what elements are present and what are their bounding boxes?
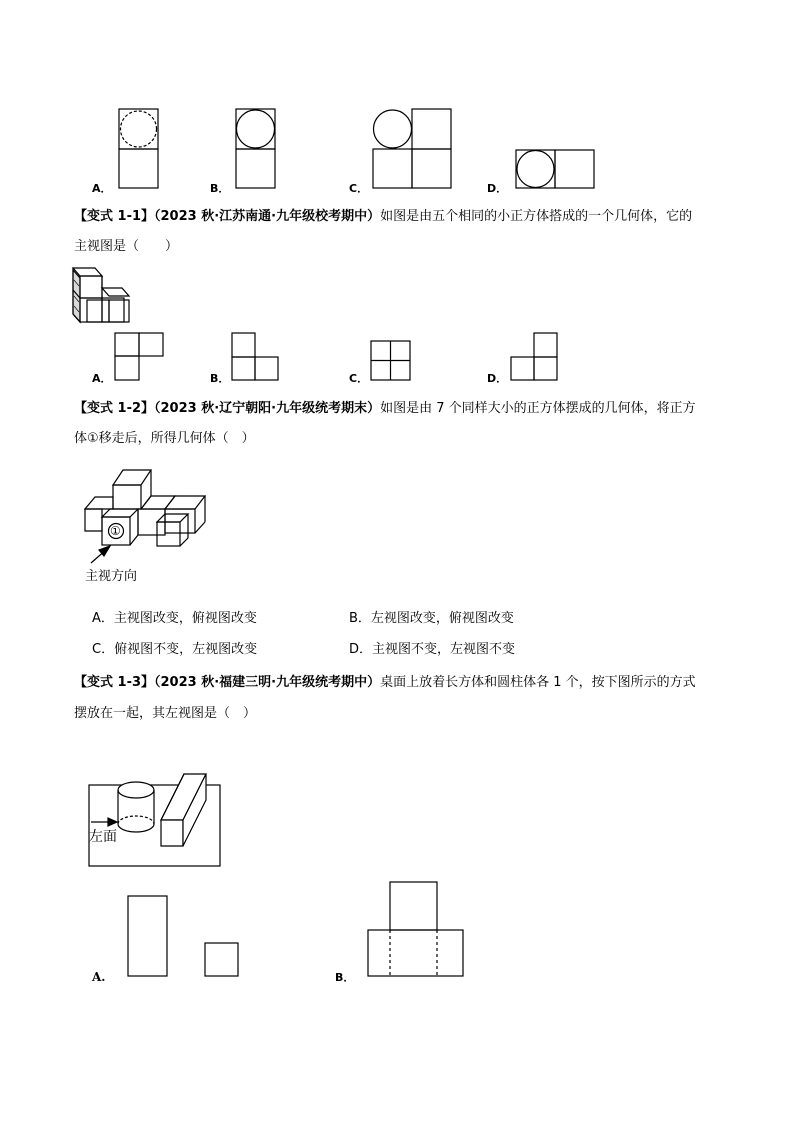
option-c-label: C． bbox=[349, 182, 369, 195]
q1-1-line2: 主视图是（ ） bbox=[74, 239, 179, 254]
q1-1-option-b-label: B． bbox=[210, 372, 230, 385]
q1-2-choice-d[interactable]: D．主视图不变，左视图不变 bbox=[349, 642, 516, 657]
q1-3-option-b-label: B． bbox=[335, 971, 355, 984]
option-b-label: B． bbox=[210, 182, 230, 195]
q1-3-line2: 摆放在一起，其左视图是（ ） bbox=[74, 706, 257, 721]
q1-2-direction-label: 主视方向 bbox=[85, 569, 138, 584]
q1-2-text: 如图是由 7 个同样大小的正方体摆成的几何体，将正方 bbox=[380, 401, 696, 416]
q1-2-source: （2023 秋·辽宁朝阳·九年级统考期末） bbox=[154, 401, 381, 416]
q1-3-source: （2023 秋·福建三明·九年级统考期中） bbox=[154, 675, 381, 690]
q1-3-text: 桌面上放着长方体和圆柱体各 1 个，按下图所示的方式 bbox=[380, 675, 696, 690]
q1-3-option-b-figure bbox=[0, 0, 1, 1]
option-d-label: D． bbox=[487, 182, 508, 195]
q1-1-option-a-label: A． bbox=[92, 372, 112, 385]
q1-3-left-face-label: 左面 bbox=[89, 829, 117, 845]
q1-2-choice-c[interactable]: C．俯视图不变，左视图改变 bbox=[92, 642, 258, 657]
q1-2-choice-a[interactable]: A．主视图改变，俯视图改变 bbox=[92, 611, 257, 626]
q1-1-option-c-label: C． bbox=[349, 372, 369, 385]
q1-1-tag: 【变式 1-1】 bbox=[74, 209, 155, 224]
q1-1-text: 如图是由五个相同的小正方体搭成的一个几何体，它的 bbox=[380, 209, 693, 224]
q1-1-line1 bbox=[74, 208, 692, 226]
q1-2-tag: 【变式 1-2】 bbox=[74, 401, 155, 416]
q1-1-option-d-label: D． bbox=[487, 372, 508, 385]
q1-3-tag: 【变式 1-3】 bbox=[74, 675, 155, 690]
q1-2-line2: 体①移走后，所得几何体（ ） bbox=[74, 431, 255, 446]
q1-2-choice-b[interactable]: B．左视图改变，俯视图改变 bbox=[349, 611, 514, 626]
q1-2-line1 bbox=[74, 400, 696, 418]
q1-3-line1 bbox=[74, 674, 696, 692]
q1-2-cube-1-label: ① bbox=[110, 524, 121, 538]
q1-3-option-a-label: A. bbox=[92, 970, 106, 984]
q1-1-source: （2023 秋·江苏南通·九年级校考期中） bbox=[154, 209, 381, 224]
option-a-label: A． bbox=[92, 182, 112, 195]
